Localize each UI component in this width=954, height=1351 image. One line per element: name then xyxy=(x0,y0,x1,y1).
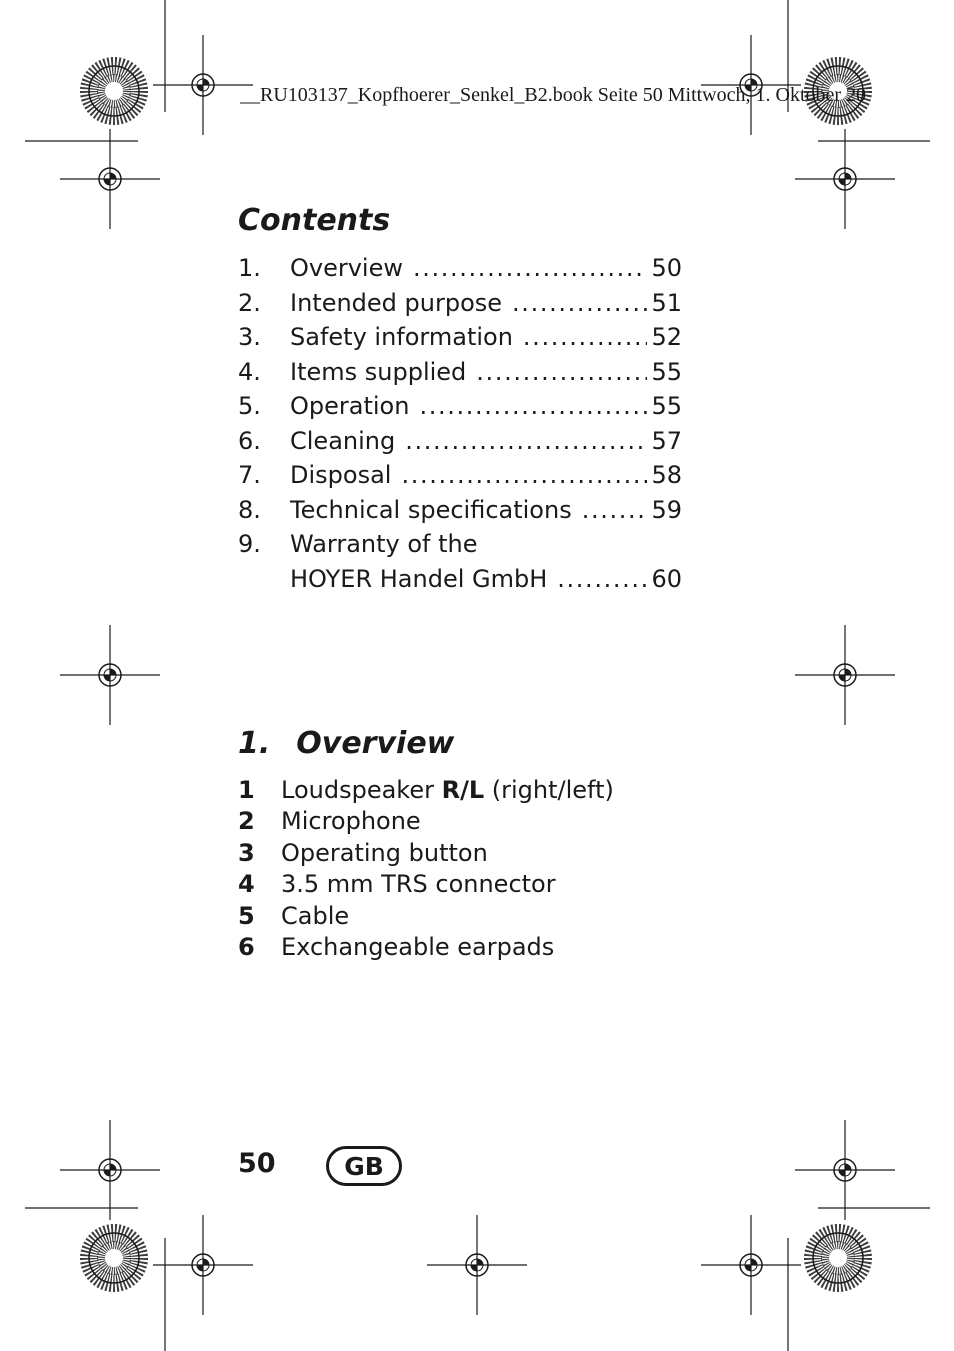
toc-entry-page: 55 xyxy=(651,392,682,420)
toc-entry-title: Items supplied xyxy=(290,357,467,386)
toc-dot-leader xyxy=(401,461,647,489)
toc-entry[interactable] xyxy=(238,392,682,427)
part-label: 3.5 mm TRS connector xyxy=(281,870,556,899)
list-item xyxy=(238,933,614,964)
list-item xyxy=(238,870,614,901)
toc-entry[interactable] xyxy=(238,427,682,462)
part-label: Loudspeaker R/L (right/left) xyxy=(281,776,614,804)
list-item xyxy=(238,776,614,807)
toc-entry[interactable] xyxy=(238,530,682,565)
toc-entry-number: 3. xyxy=(238,323,261,351)
overview-heading xyxy=(238,726,454,761)
toc-entry[interactable] xyxy=(238,254,682,289)
part-number: 5 xyxy=(238,901,255,930)
toc-dot-leader xyxy=(405,427,647,455)
toc-entry-page: 58 xyxy=(651,461,682,489)
toc-entry-number: 6. xyxy=(238,426,261,455)
toc-entry-page: 55 xyxy=(651,357,682,386)
toc-dot-leader xyxy=(512,289,647,317)
overview-heading-title: Overview xyxy=(296,726,455,761)
toc-entry-title: Disposal xyxy=(290,461,392,489)
part-label: Operating button xyxy=(281,838,488,867)
toc-entry-page: 51 xyxy=(651,288,682,317)
overview-parts-list xyxy=(238,776,614,964)
toc-entry-page: 52 xyxy=(651,323,682,351)
part-label: Exchangeable earpads xyxy=(281,932,555,961)
toc-entry[interactable] xyxy=(238,461,682,496)
toc-entry-number: 9. xyxy=(238,530,261,558)
toc-entry-number: 4. xyxy=(238,357,261,386)
page-number: 50 xyxy=(238,1148,276,1179)
toc-entry-title: Warranty of the xyxy=(290,530,478,558)
toc-entry-title-line2: HOYER Handel GmbH xyxy=(290,564,548,593)
part-number: 3 xyxy=(238,838,255,867)
toc-entry-title: Cleaning xyxy=(290,426,396,455)
toc-entry-page: 57 xyxy=(651,426,682,455)
list-item xyxy=(238,839,614,870)
toc-dot-leader xyxy=(476,358,647,386)
toc-entry-number: 2. xyxy=(238,288,261,317)
part-number: 4 xyxy=(238,870,255,899)
toc-entry[interactable] xyxy=(238,358,682,393)
list-item xyxy=(238,807,614,838)
toc-entry[interactable] xyxy=(238,323,682,358)
toc-entry[interactable] xyxy=(238,289,682,324)
toc-entry-title: Operation xyxy=(290,392,410,420)
toc-entry-page: 60 xyxy=(651,564,682,593)
list-item xyxy=(238,902,614,933)
toc-entry-number: 5. xyxy=(238,392,261,420)
part-number: 1 xyxy=(238,776,255,804)
contents-heading: Contents xyxy=(238,203,391,238)
table-of-contents xyxy=(238,254,682,599)
toc-entry-title: Overview xyxy=(290,254,403,282)
toc-entry-number: 8. xyxy=(238,495,261,524)
toc-entry[interactable] xyxy=(238,496,682,531)
toc-dot-leader xyxy=(523,323,648,351)
part-number: 2 xyxy=(238,807,255,836)
toc-entry-title: Safety information xyxy=(290,323,513,351)
toc-entry-title: Intended purpose xyxy=(290,288,503,317)
language-badge: GB xyxy=(326,1146,402,1186)
part-number: 6 xyxy=(238,932,255,961)
toc-dot-leader xyxy=(419,392,647,420)
toc-entry-continuation[interactable] xyxy=(238,565,682,600)
toc-dot-leader xyxy=(557,565,647,593)
toc-dot-leader xyxy=(582,496,648,524)
toc-entry-title: Technical specifications xyxy=(290,495,572,524)
part-label: Cable xyxy=(281,901,350,930)
part-label: Microphone xyxy=(281,807,421,836)
overview-heading-number: 1. xyxy=(238,726,271,761)
toc-entry-page: 50 xyxy=(651,254,682,282)
toc-entry-number: 7. xyxy=(238,461,261,489)
print-file-info: __RU103137_Kopfhoerer_Senkel_B2.book Seite 50 Mittwoch, 1. Oktober 20 xyxy=(240,84,867,106)
toc-entry-number: 1. xyxy=(238,254,261,282)
toc-entry-page: 59 xyxy=(651,495,682,524)
toc-dot-leader xyxy=(413,254,647,282)
